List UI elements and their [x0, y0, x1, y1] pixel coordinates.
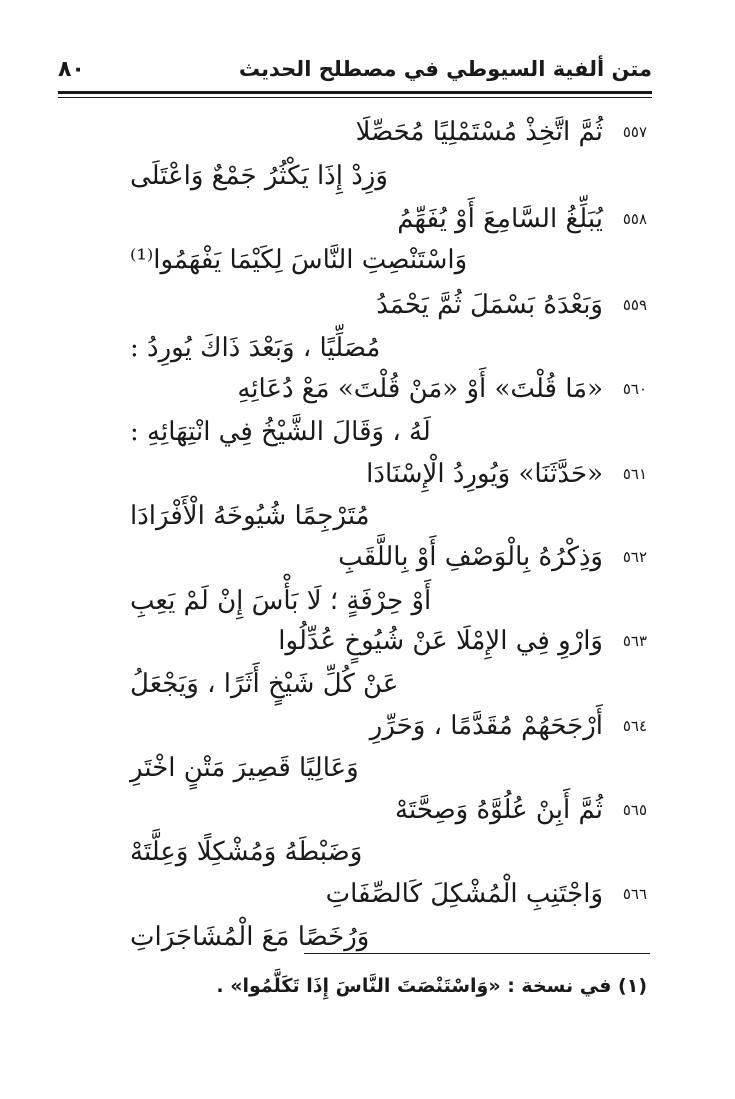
verse-second-hemistich: لَهُ ، وَقَالَ الشَّيْخُ فِي انْتِهَائِهِ :: [130, 417, 431, 447]
verse-number: ٥٦٥: [622, 801, 647, 819]
verse-first-hemistich: يُبَلِّغُ السَّامِعَ أَوْ يُفَهِّمُ: [397, 204, 603, 234]
footnote-separator: [304, 953, 650, 954]
verse-first-hemistich: وَاجْتَنِبِ الْمُشْكِلَ كَالصِّفَاتِ: [325, 879, 603, 909]
verse-first-hemistich: وَبَعْدَهُ بَسْمَلَ ثُمَّ يَحْمَدُ: [376, 290, 603, 320]
verse-second-hemistich: مُصَلِّيًا ، وَبَعْدَ ذَاكَ يُورِدُ :: [130, 333, 381, 363]
page-number: ٨٠: [58, 56, 85, 82]
header-rule-thin: [58, 97, 652, 98]
verse-first-hemistich: وَذِكْرُهُ بِالْوَصْفِ أَوْ بِاللَّقَبِ: [338, 542, 603, 572]
verse-number: ٥٥٩: [622, 296, 647, 314]
verse-second-hemistich: وَرُخَصًا مَعَ الْمُشَاجَرَاتِ: [130, 922, 370, 952]
verse-second-hemistich: وَزِدْ إِذَا يَكْثُرُ جَمْعٌ وَاعْتَلَى: [130, 161, 388, 191]
verse-first-hemistich: أَرْجَحَهُمْ مُقَدَّمًا ، وَحَرِّرِ: [369, 711, 603, 741]
verse-number: ٥٦٦: [622, 885, 647, 903]
verse-number: ٥٦٠: [622, 380, 647, 398]
verse-second-hemistich: وَضَبْطَهُ وَمُشْكِلًا وَعِلَّتَهْ: [130, 837, 363, 867]
verse-second-hemistich: وَاسْتَنْصِتِ النَّاسَ لِكَيْمَا يَفْهَمُوا⁽¹⁾: [130, 245, 468, 275]
verse-second-hemistich: وَعَالِيًا قَصِيرَ مَتْنٍ اخْتَرِ: [130, 753, 359, 783]
verse-number: ٥٥٨: [622, 210, 647, 228]
page-header: [58, 52, 652, 86]
verse-first-hemistich: ثُمَّ أَبِنْ عُلُوَّهُ وَصِحَّتَهْ: [395, 795, 603, 825]
verse-number: ٥٦٢: [622, 548, 647, 566]
verse-second-hemistich: عَنْ كُلِّ شَيْخٍ أَثَرًا ، وَيَجْعَلُ: [130, 669, 399, 699]
verse-number: ٥٥٧: [622, 123, 647, 141]
verse-number: ٥٦٤: [622, 717, 647, 735]
header-rule-thick: [58, 91, 652, 94]
page-title: متن ألفية السيوطي في مصطلح الحديث: [238, 57, 652, 81]
verse-second-hemistich: أَوْ حِرْفَةٍ ؛ لَا بَأْسَ إِنْ لَمْ يَعِبِ: [130, 586, 432, 616]
verse-first-hemistich: «مَا قُلْتَ» أَوْ «مَنْ قُلْتَ» مَعْ دُعَائِهِ: [237, 374, 603, 404]
footnote: (١) في نسخة : «وَاسْتَنْصَتَ النَّاسَ إِذَا تَكَلَّمُوا» .: [216, 975, 647, 997]
verse-first-hemistich: وَارْوِ فِي الإِمْلَا عَنْ شُيُوخٍ عُدِّلُوا: [278, 626, 603, 656]
verse-number: ٥٦١: [622, 465, 647, 483]
verse-first-hemistich: ثُمَّ اتَّخِذْ مُسْتَمْلِيًا مُحَصِّلَا: [355, 117, 603, 147]
verse-first-hemistich: «حَدَّثَنَا» وَيُورِدُ الْإِسْنَادَا: [366, 459, 603, 489]
verse-second-hemistich: مُتَرْجِمًا شُيُوخَهُ الْأَفْرَادَا: [130, 501, 370, 531]
verse-number: ٥٦٣: [622, 632, 647, 650]
